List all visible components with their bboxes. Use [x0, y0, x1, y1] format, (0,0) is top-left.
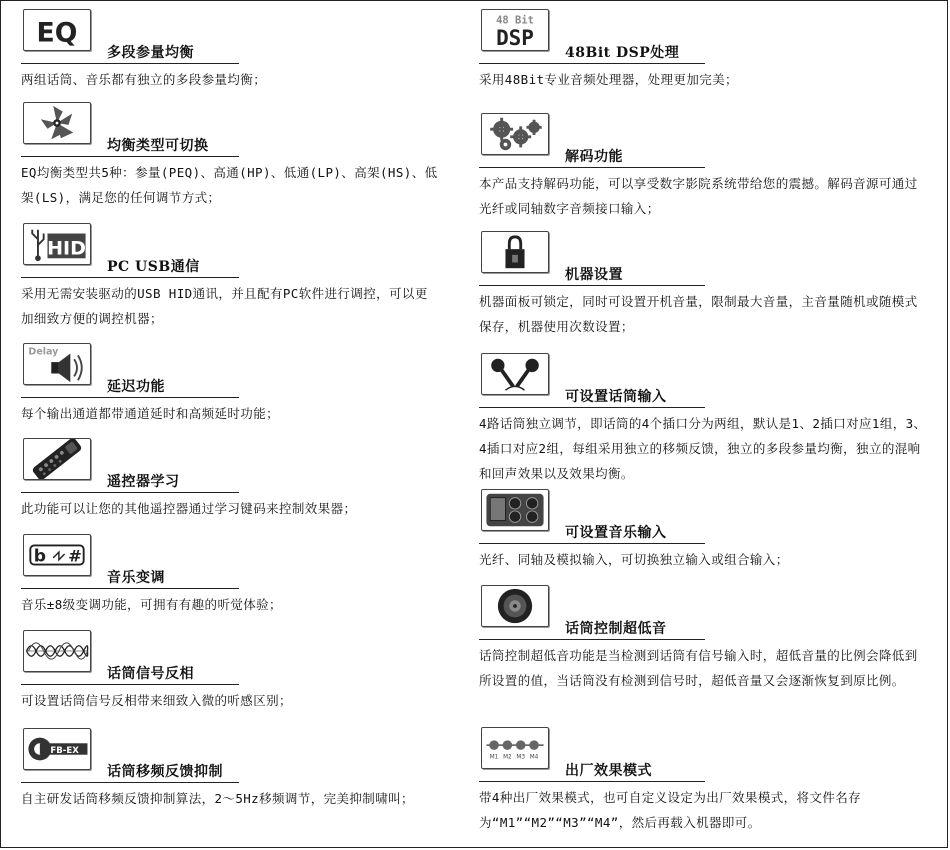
- feature-title: 解码功能: [565, 149, 623, 165]
- svg-text:48 Bit: 48 Bit: [496, 14, 534, 27]
- feature-description: 光纤、同轴及模拟输入，可切换独立输入或组合输入；: [479, 552, 789, 567]
- feature-description: 本产品支持解码功能，可以享受数字影院系统带给您的震撼。解码音源可通过光纤或同轴数字音频接口输入；: [479, 176, 918, 216]
- usb-hid-icon: [23, 223, 91, 265]
- feature-description: 机器面板可锁定，同时可设置开机音量，限制最大音量，主音量随机或随模式保存，机器使用次数设置；: [479, 294, 918, 334]
- feature-description: 此功能可以让您的其他遥控器通过学习键码来控制效果器；: [21, 501, 357, 516]
- title-underline: [21, 492, 239, 493]
- title-underline: [21, 684, 239, 685]
- feature-delay: [21, 343, 439, 426]
- feedback-suppress-icon: [23, 728, 91, 770]
- feature-description: 带4种出厂效果模式，也可自定义设定为出厂效果模式，将文件名存为“M1”“M2”“M3”“M4”，然后再载入机器即可。: [479, 790, 862, 830]
- feature-decoding: [479, 113, 927, 221]
- preset-modes-icon: [481, 727, 549, 769]
- svg-text:Delay: Delay: [28, 346, 59, 358]
- title-underline: [21, 277, 239, 278]
- remote-control-icon: [23, 438, 91, 480]
- title-underline: [479, 639, 705, 640]
- title-underline: [479, 543, 705, 544]
- svg-text:HID: HID: [47, 237, 86, 260]
- audio-inputs-icon: [481, 489, 549, 531]
- subwoofer-icon: [481, 585, 549, 627]
- svg-text:#: #: [68, 546, 82, 566]
- feature-machine-settings: [479, 231, 927, 339]
- feature-title: PC USB通信: [107, 259, 200, 275]
- svg-text:b: b: [33, 546, 46, 567]
- gears-icon: [481, 113, 549, 155]
- svg-text:M1: M1: [489, 754, 499, 761]
- feature-title: 话筒信号反相: [107, 666, 194, 682]
- title-underline: [21, 63, 239, 64]
- feature-description: 采用无需安装驱动的USB HID通讯，并且配有PC软件进行调控，可以更加细致方便的调控机器；: [21, 286, 428, 326]
- svg-text:FB-EX: FB-EX: [50, 745, 79, 756]
- feature-key-shift: [21, 534, 439, 617]
- feature-description: 话筒控制超低音功能是当检测到话筒有信号输入时，超低音量的比例会降低到所设置的值，当话筒没有检测到信号时，超低音量又会逐渐恢复到原比例。: [479, 648, 918, 688]
- title-underline: [479, 63, 705, 64]
- feature-48bit-dsp: [479, 9, 927, 92]
- phase-wave-icon: [23, 630, 91, 672]
- feature-pc-usb: [21, 223, 439, 331]
- feature-music-input: [479, 489, 927, 572]
- feature-title: 出厂效果模式: [565, 763, 652, 779]
- dsp-icon: [481, 9, 549, 51]
- feature-description: 两组话筒、音乐都有独立的多段参量均衡；: [21, 72, 267, 87]
- feature-description: 音乐±8级变调功能，可拥有有趣的听觉体验；: [21, 597, 282, 612]
- title-underline: [479, 285, 705, 286]
- feature-title: 48Bit DSP处理: [565, 45, 680, 61]
- microphones-icon: [481, 353, 549, 395]
- svg-text:M3: M3: [516, 754, 525, 761]
- feature-factory-presets: [479, 727, 927, 835]
- feature-title: 可设置话筒输入: [565, 389, 667, 405]
- delay-speaker-icon: [23, 343, 91, 385]
- feature-title: 话筒移频反馈抑制: [107, 764, 223, 780]
- title-underline: [21, 588, 239, 589]
- feature-mic-input: [479, 353, 927, 486]
- feature-eq-type-switch: [21, 102, 439, 210]
- title-underline: [21, 397, 239, 398]
- fan-switch-icon: [23, 102, 91, 144]
- feature-mic-subwoofer: [479, 585, 927, 693]
- key-shift-icon: [23, 534, 91, 576]
- feature-description: 每个输出通道都带通道延时和高频延时功能；: [21, 406, 280, 421]
- svg-text:DSP: DSP: [496, 26, 534, 50]
- feature-title: 机器设置: [565, 267, 623, 283]
- svg-text:M4: M4: [529, 754, 539, 761]
- feature-title: 遥控器学习: [107, 474, 180, 490]
- feature-description: EQ均衡类型共5种：参量(PEQ)、高通(HP)、低通(LP)、高架(HS)、低架(LS)，满足您的任何调节方式；: [21, 165, 438, 205]
- feature-title: 延迟功能: [107, 379, 165, 395]
- title-underline: [21, 782, 239, 783]
- feature-title: 多段参量均衡: [107, 45, 194, 61]
- feature-title: 可设置音乐输入: [565, 525, 667, 541]
- feature-description: 4路话筒独立调节，即话筒的4个插口分为两组，默认是1、2插口对应1组，3、4插口对应2组，每组采用独立的移频反馈，独立的多段参量均衡，独立的混响和回声效果以及效果均衡。: [479, 416, 927, 481]
- title-underline: [479, 167, 705, 168]
- feature-title: 均衡类型可切换: [107, 138, 209, 154]
- feature-title: 话筒控制超低音: [565, 621, 667, 637]
- svg-text:M2: M2: [503, 754, 512, 761]
- feature-title: 音乐变调: [107, 570, 165, 586]
- title-underline: [21, 156, 239, 157]
- eq-icon: [23, 9, 91, 51]
- feature-multi-band-eq: [21, 9, 439, 92]
- feature-feedback-suppression: [21, 728, 439, 811]
- feature-description: 采用48Bit专业音频处理器，处理更加完美；: [479, 72, 738, 87]
- title-underline: [479, 407, 705, 408]
- title-underline: [479, 781, 705, 782]
- feature-description: 自主研发话筒移频反馈抑制算法，2～5Hz移频调节，完美抑制啸叫；: [21, 791, 414, 806]
- feature-description: 可设置话筒信号反相带来细致入微的听感区别；: [21, 693, 292, 708]
- feature-remote-learning: [21, 438, 439, 521]
- feature-phase-invert: [21, 630, 439, 713]
- svg-text:EQ: EQ: [36, 17, 78, 49]
- lock-icon: [481, 231, 549, 273]
